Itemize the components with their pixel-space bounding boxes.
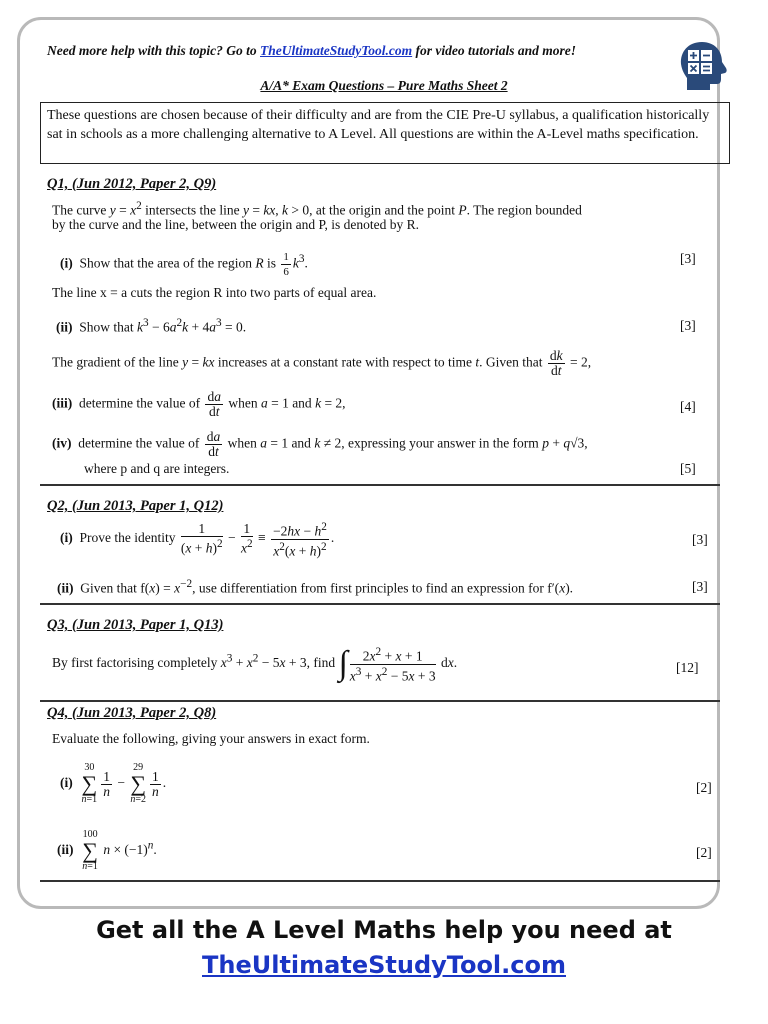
q2-heading: Q2, (Jun 2013, Paper 1, Q12) — [47, 498, 224, 514]
q1-part-i: (i) Show that the area of the region R is $\frac{1}{6}$ $k^3$. — [60, 251, 308, 278]
divider — [40, 700, 720, 702]
q3-question: By first factorising completely $x^3 + x^2 - 5x + 3$, find ∫ $\frac{2x^2 + x + 1}{x^3 + x^2 - 5x + 3}$ dx. — [52, 645, 458, 683]
help-suffix: for video tutorials and more! — [412, 43, 577, 58]
q1-part-ii: (ii) Show that $k^3 - 6a^2k + 4a^3 = 0$. — [56, 317, 247, 335]
divider — [40, 603, 720, 605]
help-prefix: Need more help with this topic? Go to — [47, 43, 261, 58]
q1-part-i-mark: [3] — [680, 251, 696, 266]
q1-stem-line1: The curve $y = x^2$ intersects the line y = kx, k > 0, at the origin and the point P. The region bounded — [52, 200, 582, 218]
divider — [40, 880, 720, 882]
q1-gradient-text: The gradient of the line y = kx increases at a constant rate with respect to time t. Given that $\frac{dk}{dt}$ = 2, — [52, 348, 592, 378]
help-link[interactable]: TheUltimateStudyTool.com — [260, 43, 413, 58]
q4-part-ii: (ii) 100 ∑ n=1 $n \times (-1)^n$. — [57, 829, 157, 872]
q1-part-iv-line2: where p and q are integers. — [84, 461, 230, 476]
q2-part-i-mark: [3] — [692, 532, 708, 547]
q1-part-ii-mark: [3] — [680, 318, 696, 333]
q2-part-ii-mark: [3] — [692, 579, 708, 594]
q4-heading: Q4, (Jun 2013, Paper 2, Q8) — [47, 705, 217, 721]
q4-part-ii-mark: [2] — [696, 845, 712, 860]
q4-part-i: (i) 30 ∑ n=1 $\frac{1}{n}$ − 29 ∑ n=2 $\frac{1}{n}$ . — [60, 762, 167, 805]
q1-part-iii-mark: [4] — [680, 399, 696, 414]
q2-part-ii: (ii) Given that $f(x) = x^{-2}$, use differentiation from first principles to find an expression for f′(x). — [57, 578, 574, 596]
q3-heading: Q3, (Jun 2013, Paper 1, Q13) — [47, 617, 224, 633]
q1-heading: Q1, (Jun 2012, Paper 2, Q9) — [47, 176, 217, 192]
q3-mark: [12] — [676, 660, 699, 675]
footer-cta: Get all the A Level Maths help you need at — [96, 916, 672, 944]
help-banner — [47, 43, 576, 59]
q1-part-iv-mark: [5] — [680, 461, 696, 476]
q4-part-i-mark: [2] — [696, 780, 712, 795]
footer-link[interactable]: TheUltimateStudyTool.com — [202, 951, 566, 979]
q4-intro: Evaluate the following, giving your answers in exact form. — [52, 731, 370, 746]
q2-part-i: (i) Prove the identity $\frac{1}{(x + h)^2}$ − $\frac{1}{x^2}$ ≡ $\frac{-2hx - h^2}{x^2(x + h)^2}$ . — [60, 521, 335, 558]
q1-part-iv: (iv) determine the value of $\frac{da}{dt}$ when a = 1 and k ≠ 2, expressing your answer in the form p + q√3, — [52, 429, 588, 459]
q1-stem-line2: by the curve and the line, between the origin and P, is denoted by R. — [52, 217, 420, 232]
q1-part-iii: (iii) determine the value of $\frac{da}{dt}$ when a = 1 and k = 2, — [52, 389, 346, 419]
divider — [40, 484, 720, 486]
q1-line-cut: The line x = a cuts the region R into two parts of equal area. — [52, 285, 377, 300]
sheet-title: A/A* Exam Questions – Pure Maths Sheet 2 — [260, 78, 508, 93]
intro-box: These questions are chosen because of their difficulty and are from the CIE Pre-U syllabus, a qualification historically sat in schools as a more challenging alternative to A Level. All questions are within the A-Level maths specification. — [40, 102, 730, 164]
